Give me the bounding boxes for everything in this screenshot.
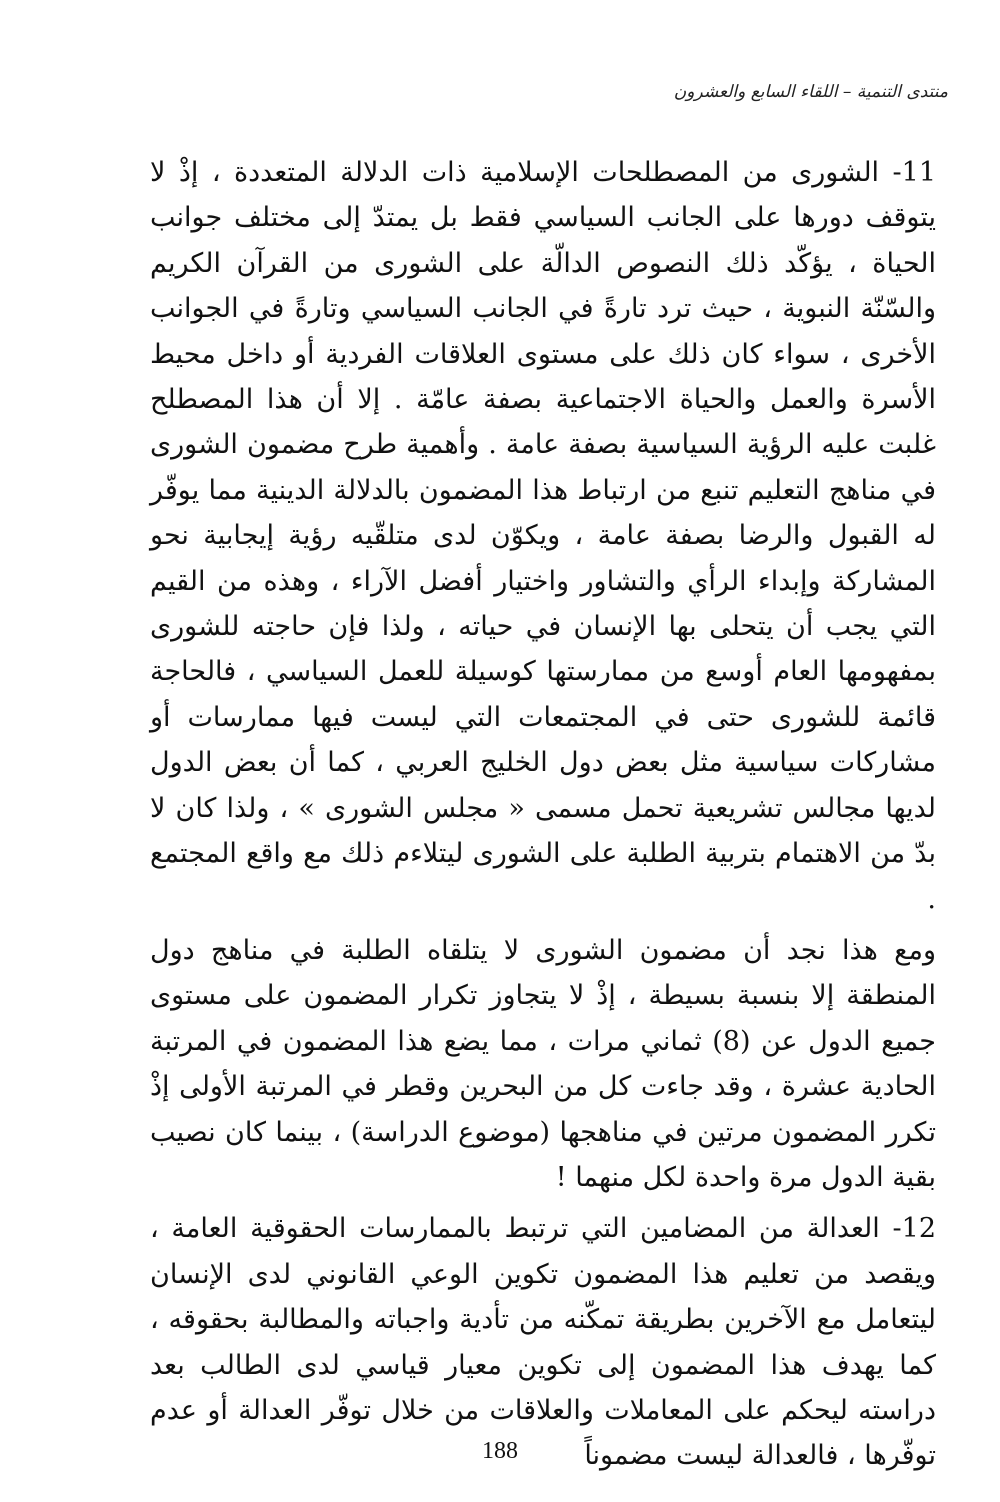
paragraph-shura-frequency: ومع هذا نجد أن مضمون الشورى لا يتلقاه الطلبة في مناهج دول المنطقة إلا بنسبة بسيطة ، إذْ لا يتجاوز تكرار المضمون على مستوى جميع الدول عن (8) ثماني مرات ، مما يضع هذا المضمون في المرتبة الحادية عشرة ، وقد جاءت كل من البحرين وقطر في المرتبة الأولى إذْ تكرر المضمون مرتين في مناهجها (موضوع الدراسة) ، بينما كان نصيب بقية الدول مرة واحدة لكل منهما !: [150, 934, 936, 1193]
page-number: 188: [482, 1438, 518, 1464]
paragraph-shura: 11- الشورى من المصطلحات الإسلامية ذات الدلالة المتعددة ، إذْ لا يتوقف دورها على الجانب السياسي فقط بل يمتدّ إلى مختلف جوانب الحياة ، يؤكّد ذلك النصوص الدالّة على الشورى من القرآن الكريم والسّنّة النبوية ، حيث ترد تارةً في الجانب السياسي وتارةً في الجوانب الأخرى ، سواء كان ذلك على مستوى العلاقات الفردية أو داخل محيط الأسرة والعمل والحياة الاجتماعية بصفة عامّة . إلا أن هذا المصطلح غلبت عليه الرؤية السياسية بصفة عامة . وأهمية طرح مضمون الشورى في مناهج التعليم تنبع من ارتباط هذا المضمون بالدلالة الدينية مما يوفّر له القبول والرضا بصفة عامة ، ويكوّن لدى متلقّيه رؤية إيجابية نحو المشاركة وإبداء الرأي والتشاور واختيار أفضل الآراء ، وهذه من القيم التي يجب أن يتحلى بها الإنسان في حياته ، ولذا فإن حاجته للشورى بمفهومها العام أوسع من ممارستها كوسيلة للعمل السياسي ، فالحاجة قائمة للشورى حتى في المجتمعات التي ليست فيها ممارسات أو مشاركات سياسية مثل بعض دول الخليج العربي ، كما أن بعض الدول لديها مجالس تشريعية تحمل مسمى « مجلس الشورى » ، ولذا كان لا بدّ من الاهتمام بتربية الطلبة على الشورى ليتلاءم ذلك مع واقع المجتمع .: [150, 157, 936, 915]
paragraph-justice: 12- العدالة من المضامين التي ترتبط بالممارسات الحقوقية العامة ، ويقصد من تعليم هذا المضمون تكوين الوعي القانوني لدى الإنسان ليتعامل مع الآخرين بطريقة تمكّنه من تأدية واجباته والمطالبة بحقوقه ، كما يهدف هذا المضمون إلى تكوين معيار قياسي لدى الطالب بعد دراسته ليحكم على المعاملات والعلاقات من خلال توفّر العدالة أو عدم توفّرها ، فالعدالة ليست مضموناً: [150, 1213, 936, 1472]
body-text: [150, 150, 936, 1479]
running-header: منتدى التنمية – اللقاء السابع والعشرون: [673, 82, 948, 102]
